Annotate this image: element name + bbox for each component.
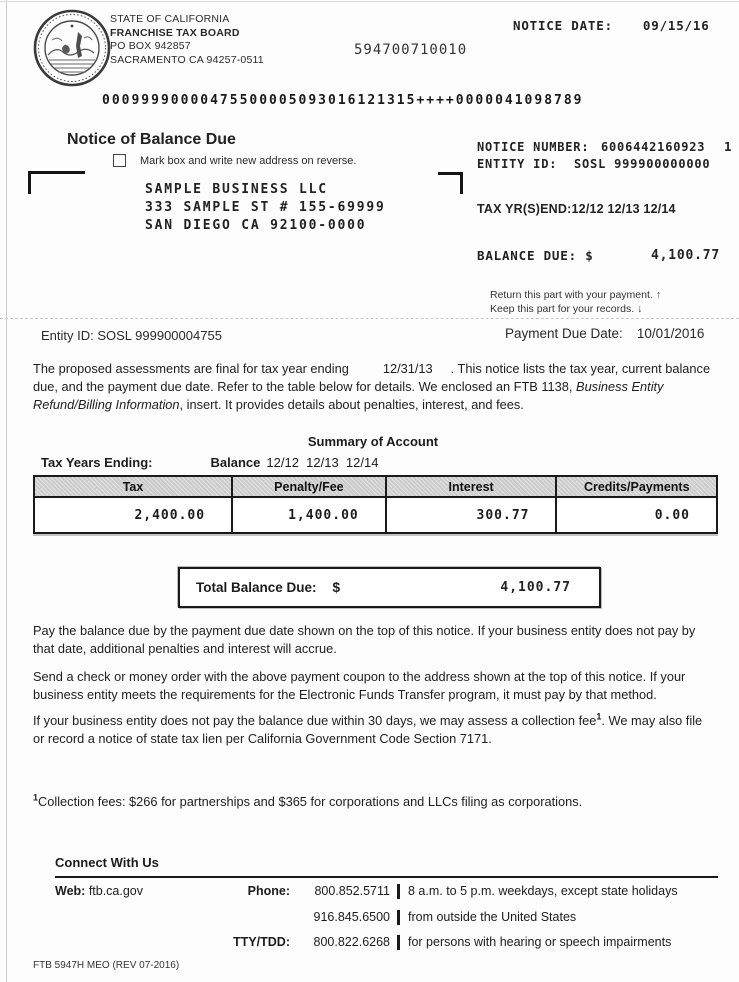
separator-bar-3 bbox=[397, 935, 400, 950]
web-url[interactable]: ftb.ca.gov bbox=[88, 884, 144, 898]
para1-text2: . This notice lists the tax year, current balance due, and the payment due date. Refer to the table below for details. We enclosed an FTB 1138, bbox=[33, 361, 711, 395]
para1-date: 12/31/13 bbox=[382, 361, 433, 376]
keep-note: Keep this part for your records. bbox=[490, 302, 635, 315]
paragraph-send-check: Send a check or money order with the above payment coupon to the address shown at the top of this notice. If your business entity meets the requirements for the Electronic Funds Transfer program, it must pay by that method. bbox=[33, 669, 686, 703]
payment-due-date: 10/01/2016 bbox=[636, 326, 705, 341]
tax-years-end-row bbox=[477, 202, 676, 216]
notice-number-label: NOTICE NUMBER: bbox=[477, 140, 590, 154]
new-address-checkbox-label: Mark box and write new address on reverse. bbox=[140, 155, 357, 167]
notice-date-row bbox=[513, 18, 710, 33]
agency-city: SACRAMENTO CA 94257-0511 bbox=[110, 53, 264, 66]
scanline: 00099990000475500005093016121315++++0000041098789 bbox=[102, 93, 584, 108]
address-window-bracket-left bbox=[28, 171, 85, 194]
entity-id-label: ENTITY ID: bbox=[477, 157, 558, 171]
tty-label: TTY/TDD: bbox=[233, 935, 290, 949]
new-address-checkbox[interactable] bbox=[113, 154, 126, 167]
summary-title: Summary of Account bbox=[307, 434, 439, 449]
form-code: FTB 5947H MEO (REV 07-2016) bbox=[33, 960, 180, 971]
tax-years-end-label: TAX YR(S)END: bbox=[477, 202, 572, 216]
para1-insert-title: Business Entity Refund/Billing Information bbox=[33, 379, 664, 413]
address-window-bracket-right bbox=[438, 172, 463, 194]
coupon-instructions bbox=[490, 289, 661, 316]
page-title: Notice of Balance Due bbox=[67, 131, 236, 148]
footnote-text: Collection fees: $266 for partnerships and $365 for corporations and LLCs filing as corporations. bbox=[38, 794, 583, 809]
cell-tax: 2,400.00 bbox=[34, 497, 232, 533]
perforation-line bbox=[0, 318, 739, 319]
total-balance-due-box bbox=[178, 567, 601, 608]
para1-text3: , insert. It provides details about penalties, interest, and fees. bbox=[179, 397, 524, 413]
footnote-collection-fees bbox=[33, 793, 713, 811]
phone-desc-2: from outside the United States bbox=[408, 910, 577, 924]
paragraph-pay-by-due-date: Pay the balance due by the payment due date shown on the top of this notice. If your business entity does not pay by that date, additional penalties and interest will accrue. bbox=[33, 623, 696, 657]
scan-edge-top bbox=[0, 1, 739, 2]
total-balance-due-label: Total Balance Due: bbox=[196, 580, 317, 595]
summary-header-row bbox=[34, 476, 717, 497]
phone-number-2: 916.845.6500 bbox=[313, 910, 390, 924]
arrow-up-icon: ↑ bbox=[655, 289, 661, 301]
notice-date-value: 09/15/16 bbox=[642, 18, 710, 33]
para1-text: The proposed assessments are final for tax year ending bbox=[33, 361, 349, 376]
page-number: 1 bbox=[724, 139, 733, 154]
notice-date-label: NOTICE DATE: bbox=[513, 18, 613, 33]
agency-state: STATE OF CALIFORNIA bbox=[110, 13, 230, 25]
tax-years-end-value: 12/12 12/13 12/14 bbox=[571, 202, 676, 216]
summary-of-account-table bbox=[33, 475, 718, 534]
recipient-name: SAMPLE BUSINESS LLC bbox=[145, 182, 328, 197]
balance-due-label: BALANCE DUE: $ bbox=[477, 248, 594, 263]
scan-edge-left bbox=[6, 0, 7, 982]
web-row bbox=[55, 884, 143, 898]
column-header-tax: Tax bbox=[34, 476, 232, 497]
connect-divider bbox=[55, 876, 718, 878]
california-state-seal-icon bbox=[32, 8, 112, 88]
entity-id-value: SOSL 999900000000 bbox=[574, 157, 711, 171]
total-balance-currency: $ bbox=[332, 580, 341, 595]
summary-tax-years-row bbox=[41, 455, 378, 470]
cell-interest: 300.77 bbox=[386, 497, 557, 533]
summary-values-row bbox=[34, 497, 717, 533]
column-header-penalty-fee: Penalty/Fee bbox=[232, 476, 386, 497]
footnote-marker-2: 1 bbox=[33, 792, 39, 803]
para4-text2: . We may also file or record a notice of state tax lien per California Government Code Section 7171. bbox=[33, 713, 703, 747]
tty-desc: for persons with hearing or speech impairments bbox=[408, 935, 672, 949]
summary-tax-years-label: Tax Years Ending: bbox=[41, 455, 153, 470]
connect-with-us-title: Connect With Us bbox=[55, 855, 159, 870]
agency-pobox: PO BOX 942857 bbox=[110, 40, 191, 52]
phone-label: Phone: bbox=[247, 884, 290, 898]
paragraph-assessments bbox=[33, 360, 713, 414]
phone-number-1: 800.852.5711 bbox=[314, 884, 390, 898]
cell-penalty-fee: 1,400.00 bbox=[232, 497, 386, 533]
entity-id-line: Entity ID: SOSL 999900004755 bbox=[41, 328, 222, 343]
recipient-street: 333 SAMPLE ST # 155-69999 bbox=[145, 200, 386, 215]
cell-credits-payments: 0.00 bbox=[556, 497, 717, 533]
summary-tax-years-value: 12/12 12/13 12/14 bbox=[266, 455, 379, 470]
separator-bar-1 bbox=[397, 884, 400, 899]
tty-number: 800.822.6268 bbox=[313, 935, 390, 949]
phone-desc-1: 8 a.m. to 5 p.m. weekdays, except state holidays bbox=[408, 884, 678, 898]
return-note: Return this part with your payment. bbox=[490, 289, 653, 301]
recipient-city: SAN DIEGO CA 92100-0000 bbox=[145, 218, 367, 233]
footnote-marker: 1 bbox=[596, 711, 602, 722]
summary-balance-label: Balance bbox=[210, 455, 261, 470]
arrow-down-icon: ↓ bbox=[637, 302, 643, 315]
recipient-address-block bbox=[145, 181, 386, 235]
para4-text: If your business entity does not pay the balance due within 30 days, we may assess a collection fee bbox=[33, 713, 597, 728]
agency-name: FRANCHISE TAX BOARD bbox=[110, 26, 240, 39]
separator-bar-2 bbox=[397, 910, 400, 925]
payment-due-label: Payment Due Date: bbox=[505, 326, 623, 341]
column-header-interest: Interest bbox=[386, 476, 557, 497]
web-label: Web: bbox=[55, 884, 86, 898]
total-balance-value: 4,100.77 bbox=[500, 580, 571, 595]
agency-address-block bbox=[110, 13, 264, 67]
document-code: 594700710010 bbox=[354, 42, 468, 58]
payment-due-row bbox=[505, 326, 704, 341]
paragraph-collection-fee bbox=[33, 712, 713, 748]
notice-number-value: 6006442160923 bbox=[601, 140, 706, 154]
balance-due-value: 4,100.77 bbox=[651, 248, 721, 263]
column-header-credits-payments: Credits/Payments bbox=[556, 476, 717, 497]
